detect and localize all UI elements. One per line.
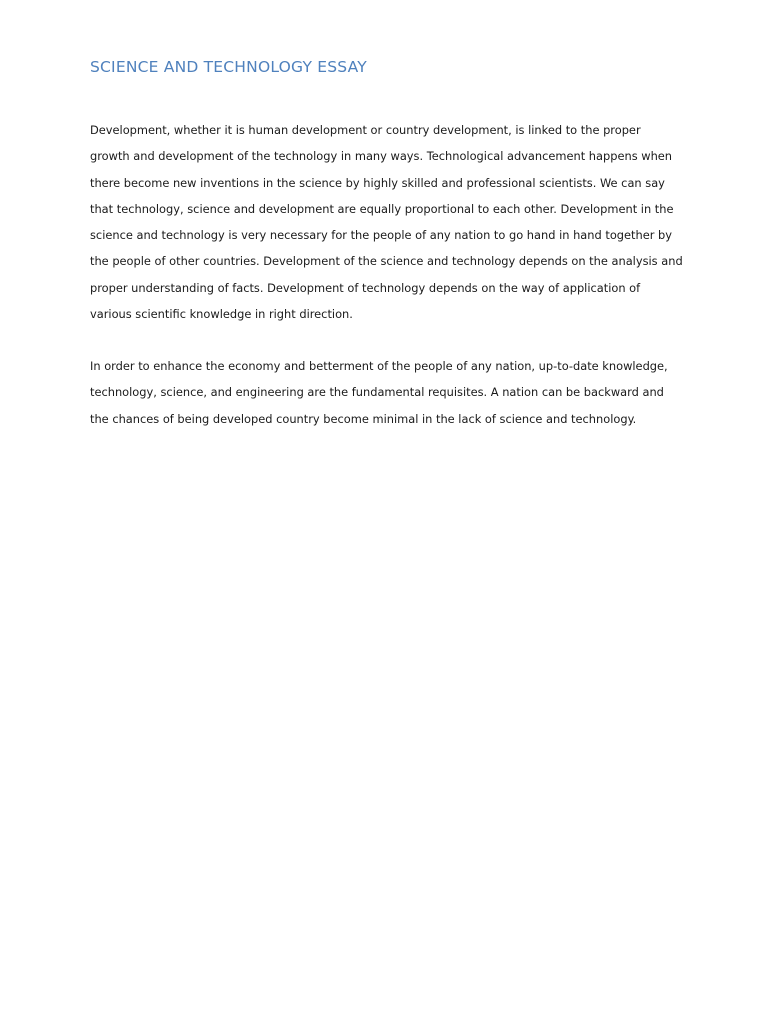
paragraph-line: the people of other countries. Development of the science and technology depends on the analysis and [90,254,683,269]
paragraph-line: In order to enhance the economy and betterment of the people of any nation, up-to-date knowledge, [90,359,668,373]
paragraph-2 [90,353,690,432]
paragraph-line: science and technology is very necessary for the people of any nation to go hand in hand together by [90,228,672,243]
paragraph-1 [90,117,690,327]
paragraph-line: the chances of being developed country become minimal in the lack of science and technology. [90,411,637,426]
paragraph-line: Development, whether it is human development or country development, is linked to the proper [90,123,641,137]
paragraph-line: technology, science, and engineering are the fundamental requisites. A nation can be backward and [90,385,664,400]
paragraph-line: proper understanding of facts. Development of technology depends on the way of application of [90,280,641,295]
paragraph-line: that technology, science and development are equally proportional to each other. Development in the [90,201,674,216]
paragraph-line: there become new inventions in the science by highly skilled and professional scientists. We can say [90,175,665,190]
document-title: SCIENCE AND TECHNOLOGY ESSAY [90,58,367,76]
paragraph-line: growth and development of the technology in many ways. Technological advancement happens when [90,149,673,164]
paragraph-line: various scientific knowledge in right direction. [90,307,353,322]
